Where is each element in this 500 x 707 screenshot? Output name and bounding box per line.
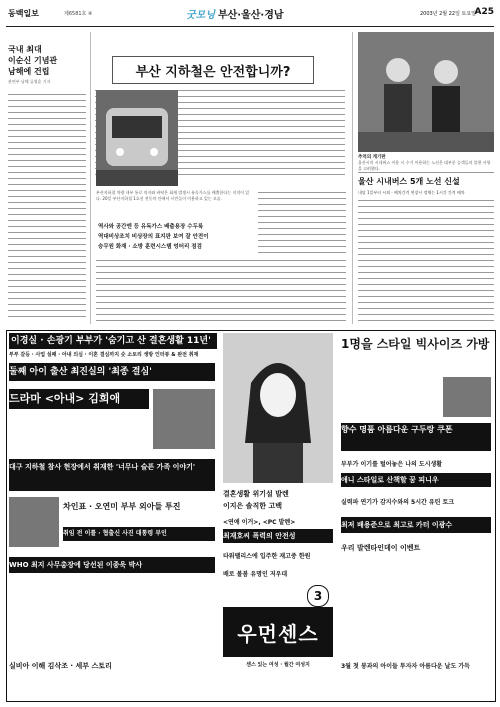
magazine-advertisement [6,330,496,702]
ad-left-line-4: 드라마 <아내> 김희애 [9,389,149,409]
ad-right-line-2: 향수 명품 아름다운 구두랑 쿠폰 [341,423,491,451]
right-photo-caption-body: 울산시의 시내버스 이용 시 수기 이용하는 노선은 대부분 승객들의 불편 사항을 고려했다. [358,160,491,171]
issue-number: 제6581호 ④ [64,11,93,17]
ad-right-line-5: 실력파 연기가 감지수와의 5시간 유틴 토크 [341,499,455,506]
ad-left-line-7: 취임 전 이틀 · 협출신 사진 대통령 부인 [63,527,215,541]
model-portrait-image [223,333,333,483]
ad-right-line-3: 부부가 이기를 털어놓은 나의 도시생활 [341,461,443,468]
ad-left-line-1: 이경실 · 손광기 부부가 '숨기고 산 결혼생활 11년' [9,333,217,349]
ad-center-line-4: 최재호씨 폭력의 안전성 [223,529,333,543]
left-headline-1: 국내 최대 [8,45,42,54]
ad-center-line-6: 배로 볼봄 유명인 저우대 [223,571,288,578]
ad-left-photo [153,389,215,449]
ad-tagline: 센스 있는 여성 · 월간 여성지 [246,662,310,668]
ad-right-line-6: 최저 배용준으로 최고로 카터 이광수 [341,517,491,533]
main-headline-box [112,56,314,84]
ad-right-line-8: 3월 첫 봉과의 아이들 투자자 아름다운 날도 가득 [341,663,470,670]
ad-right-bag-photo [443,377,491,417]
main-subheadlines [98,222,278,252]
ad-issue-number-badge: 3 [307,585,329,607]
main-subheadline-3: 승무원 화재 · 소방 훈련시스템 엉터리 점검 [98,244,202,250]
ad-right-line-4: 애니 스타일로 산책할 꿈 피니우 [341,473,491,487]
ad-center-line-1: 결혼생활 위기설 발렌 [223,490,289,498]
column-rule-2 [352,32,353,324]
issue-date: 2003년 2월 22일 토요일 [419,11,476,17]
ad-center-column [219,331,337,701]
right-headline: 울산 시내버스 5개 노선 신설 [358,177,460,186]
left-article [8,44,86,85]
ad-center-line-3: <연애 이거>, <PC 발렌> [223,519,296,526]
section-brand: 굿모닝 [186,10,215,21]
right-photo-caption-block [358,154,494,172]
ad-left-line-6: 차인표 · 오연미 부부 외아들 투진 [63,502,181,511]
section-region: 부산·울산·경남 [217,10,284,21]
main-headline: 부산 지하철은 안전합니까? [135,64,291,80]
ad-cover-model-photo [223,333,333,483]
ad-left-line-3: 둘째 아이 출산 최진실의 '최종 결심' [9,363,215,381]
ad-left-line-2: 부부 갈등 · 사업 실패 · 아내 의심 · 이혼 결심까지 숫 소토리 생방 인터뷰 & 완전 취재 [9,352,199,358]
main-article-body-bottom [96,258,346,324]
right-divider [358,172,494,173]
main-subheadline-2: 역대비상조치 비상장의 표지판 보여 잘 안전이 [98,234,209,240]
ad-center-line-5: 타워팰리스에 입주한 재고중 한원 [223,553,311,560]
subway-photo [96,90,178,186]
newspaper-name: 동백일보 [8,9,39,18]
column-rule [90,32,91,324]
right-photo-caption: 추억의 게기판 [358,155,386,160]
right-photo [358,32,494,152]
main-subheadline-1: 역사와 공간엔 등 유독가스 배출용장 수두룩 [98,224,204,230]
ad-left-line-8: WHO 최지 사무총장에 당선된 이종욱 박사 [9,557,215,573]
ad-left-line-9: 실비아 이해 김삭조 · 세부 스토리 [9,662,112,670]
right-article-body [358,198,494,322]
left-article-body [8,92,86,322]
section-title [186,6,284,21]
ad-right-line-1: 1명을 스타일 빅사이즈 가방 [341,337,490,351]
ad-right-column [339,331,493,701]
ad-left-column [7,331,217,701]
main-photo-caption: 부산지하철 차량 내부 통로 의자와 바닥은 화재 발생시 유독가스를 배출한다는 지적이 있다. 20일 부산지하철 1호선 전동차 안에서 시민들이 이용하고 있는 모습. [96,190,250,201]
ad-left-photo-2 [9,497,59,547]
ad-left-line-5: 대구 지하철 참사 현장에서 취재한 '너무나 슬픈 가족 이야기' [9,459,215,491]
ad-brand-box [223,607,333,657]
page-number: A25 [474,7,494,17]
ad-center-line-2: 이지은 솔직한 고백 [223,502,282,510]
left-byline: 관련부 남해 류영훈 기자 [8,79,51,84]
main-article-body-mid [258,190,346,256]
left-headline-3: 남해에 건립 [8,67,50,76]
ad-right-line-7: 우리 발렌타인데이 이벤트 [341,544,421,552]
left-headline-2: 이순신 기념관 [8,56,58,65]
ad-brand-name: 우먼센스 [237,621,319,646]
people-photo-image [358,32,494,152]
page-header [6,4,494,27]
right-subheadline: 내달 1일부터 시외 · 배차간격 연장시 정체는 1시간 간격 배차 [358,190,465,195]
subway-train-image [96,90,178,186]
